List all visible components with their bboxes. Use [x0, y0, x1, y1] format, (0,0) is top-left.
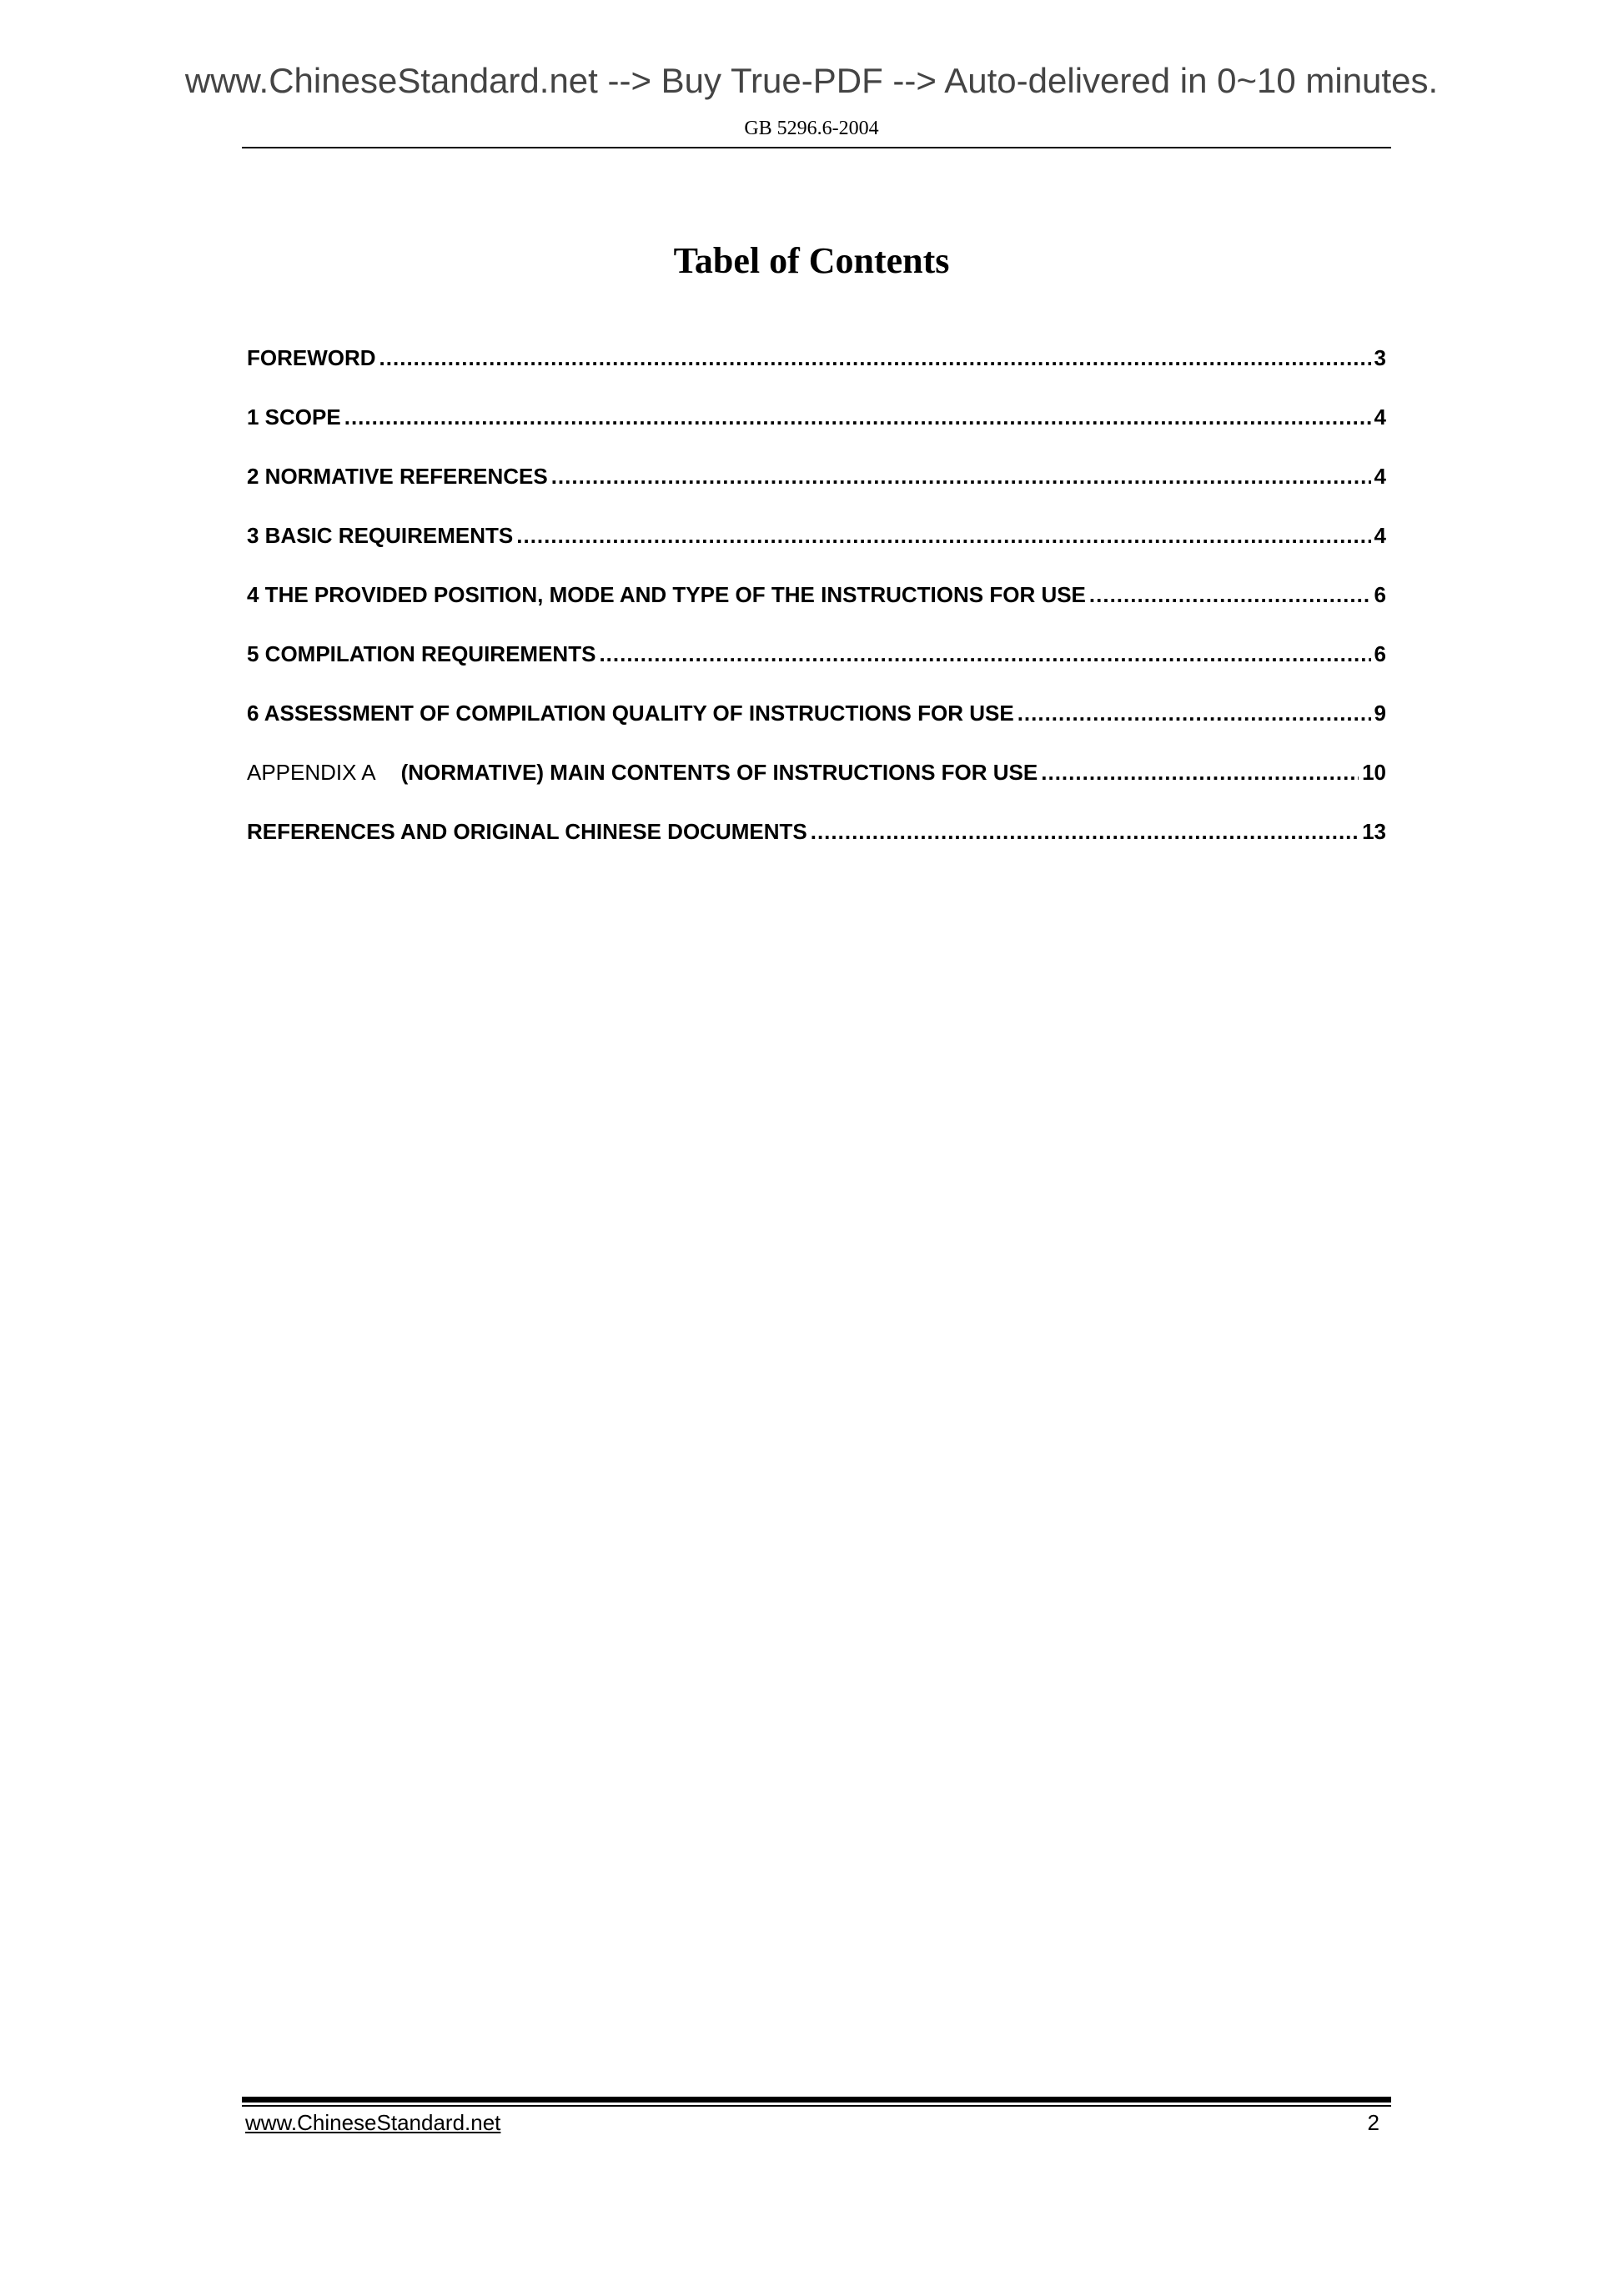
toc-leader-dots [1089, 582, 1371, 608]
toc-entry-label: 1 SCOPE [247, 404, 341, 430]
toc-leader-dots [599, 641, 1370, 667]
appendix-title: (NORMATIVE) MAIN CONTENTS OF INSTRUCTIONS FOR USE [400, 760, 1038, 785]
site-banner[interactable]: www.ChineseStandard.net --> Buy True-PDF --> Auto-delivered in 0~10 minutes. [184, 61, 1439, 100]
standard-code: GB 5296.6-2004 [744, 118, 879, 139]
toc-leader-dots [551, 464, 1371, 490]
toc-entry-references[interactable] [247, 819, 1386, 878]
toc-entry-page: 6 [1374, 641, 1386, 666]
footer-page-number: 2 [1367, 2110, 1379, 2135]
toc-list [247, 345, 1386, 878]
toc-entry-label: FOREWORD [247, 345, 376, 370]
toc-entry-label: REFERENCES AND ORIGINAL CHINESE DOCUMENTS [247, 819, 807, 844]
toc-entry-label: 2 NORMATIVE REFERENCES [247, 464, 548, 489]
footer-divider-thick [242, 2097, 1391, 2103]
toc-entry-page: 4 [1374, 404, 1386, 430]
header-divider [242, 147, 1391, 148]
toc-leader-dots [1018, 701, 1371, 726]
toc-leader-dots [516, 523, 1370, 549]
footer-divider-thin [242, 2105, 1391, 2107]
toc-title: Tabel of Contents [673, 240, 950, 282]
toc-leader-dots [1041, 760, 1359, 786]
toc-entry-page: 4 [1374, 523, 1386, 548]
toc-entry-label [247, 760, 1038, 786]
toc-entry-page: 3 [1374, 345, 1386, 370]
footer-site-link[interactable]: www.ChineseStandard.net [245, 2110, 501, 2135]
toc-entry-page: 9 [1374, 701, 1386, 726]
toc-entry-page: 13 [1362, 819, 1386, 844]
toc-entry-basic-requirements[interactable] [247, 523, 1386, 582]
toc-entry-label: 5 COMPILATION REQUIREMENTS [247, 641, 596, 666]
toc-entry-assessment[interactable] [247, 701, 1386, 760]
toc-leader-dots [344, 404, 1371, 430]
toc-entry-normative-references[interactable] [247, 464, 1386, 523]
toc-entry-page: 6 [1374, 582, 1386, 607]
toc-entry-scope[interactable] [247, 404, 1386, 464]
appendix-prefix: APPENDIX A [247, 760, 376, 785]
toc-entry-appendix-a[interactable] [247, 760, 1386, 819]
toc-entry-page: 4 [1374, 464, 1386, 489]
toc-entry-provided-position[interactable] [247, 582, 1386, 641]
toc-leader-dots [379, 345, 1371, 371]
toc-entry-compilation-requirements[interactable] [247, 641, 1386, 701]
toc-leader-dots [811, 819, 1359, 845]
toc-entry-label: 6 ASSESSMENT OF COMPILATION QUALITY OF INSTRUCTIONS FOR USE [247, 701, 1014, 726]
toc-entry-label: 3 BASIC REQUIREMENTS [247, 523, 514, 548]
toc-entry-foreword[interactable] [247, 345, 1386, 404]
toc-entry-page: 10 [1362, 760, 1386, 785]
toc-entry-label: 4 THE PROVIDED POSITION, MODE AND TYPE OF THE INSTRUCTIONS FOR USE [247, 582, 1086, 607]
